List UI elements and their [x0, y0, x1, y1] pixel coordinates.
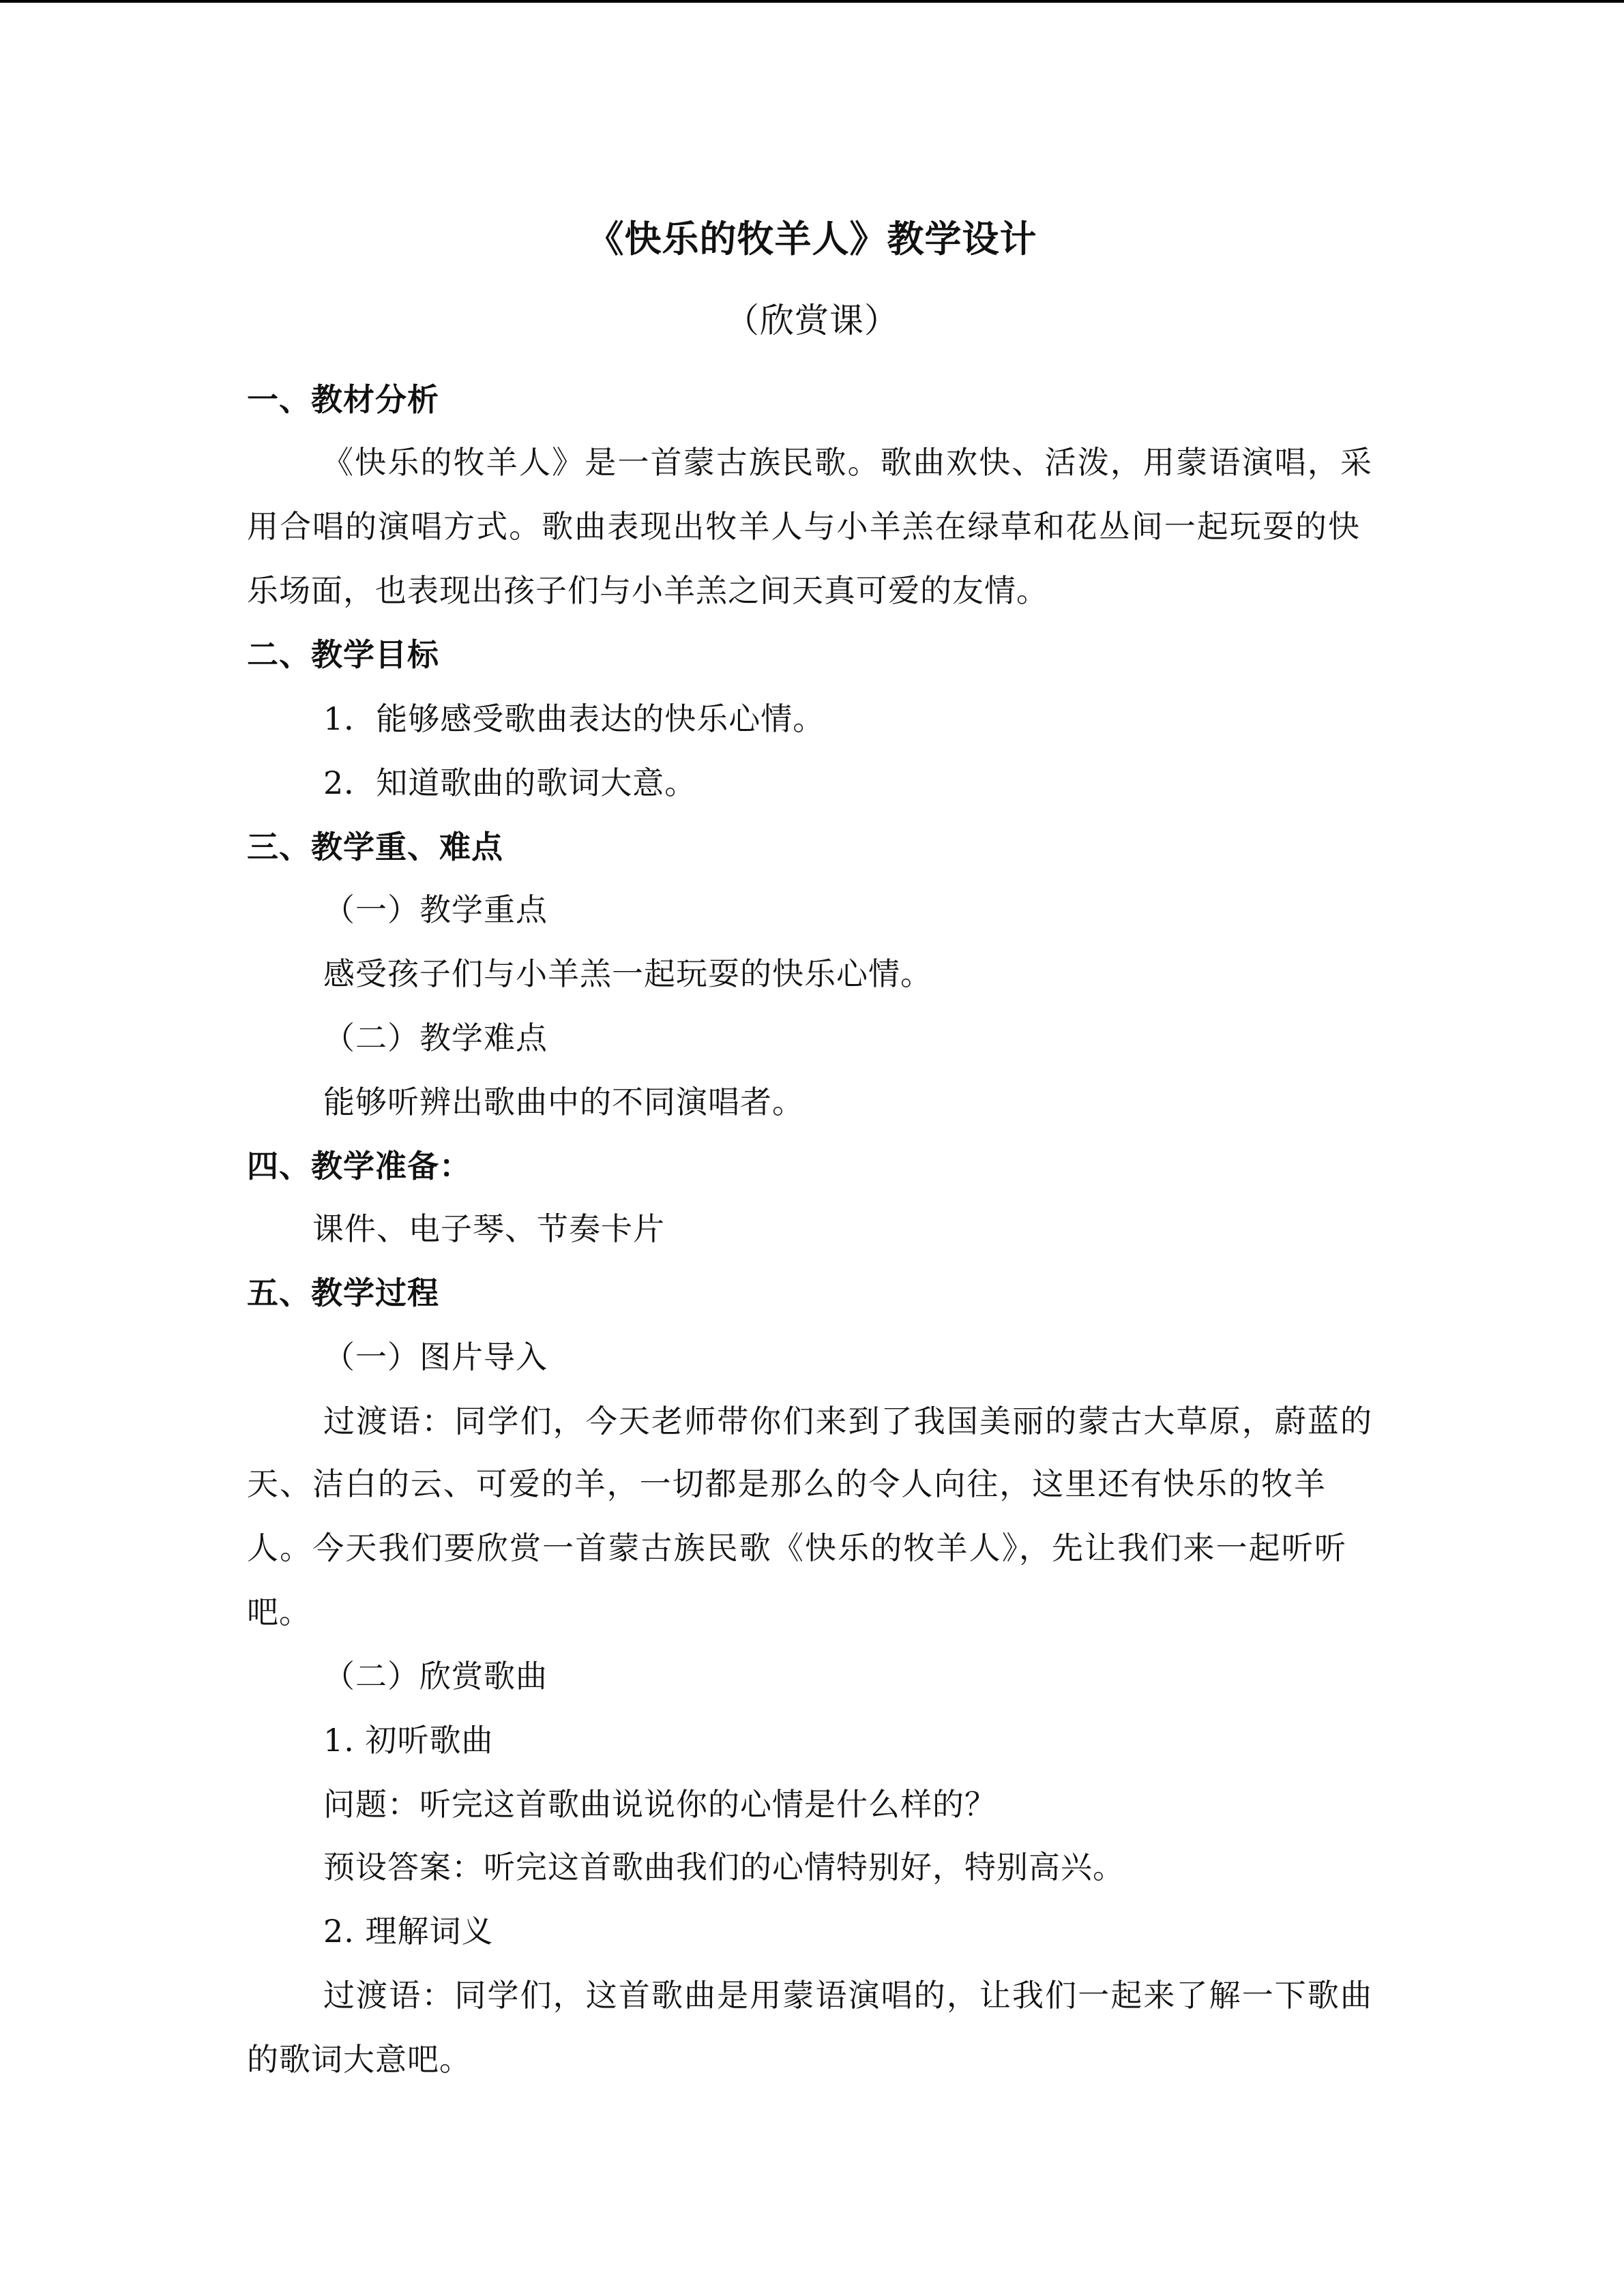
- paragraph-line: 问题：听完这首歌曲说说你的心情是什么样的？: [323, 1786, 996, 1823]
- document-title: 《快乐的牧羊人》教学设计: [587, 217, 1037, 260]
- document-subtitle: （欣赏课）: [725, 301, 899, 340]
- step-title: 2. 理解词义: [323, 1913, 494, 1950]
- paragraph-line: 过渡语：同学们，这首歌曲是用蒙语演唱的，让我们一起来了解一下歌曲: [323, 1977, 1372, 2014]
- step-title: 1. 初听歌曲: [323, 1722, 494, 1759]
- paragraph-line: 的歌词大意吧。: [247, 2041, 471, 2078]
- section-heading-5: 五、教学过程: [247, 1274, 439, 1311]
- paragraph-line: 过渡语：同学们，今天老师带你们来到了我国美丽的蒙古大草原，蔚蓝的: [323, 1403, 1372, 1440]
- section-heading-3: 三、教学重、难点: [247, 829, 503, 865]
- paragraph-line: 感受孩子们与小羊羔一起玩耍的快乐心情。: [323, 955, 932, 992]
- paragraph-line: 《快乐的牧羊人》是一首蒙古族民歌。歌曲欢快、活泼，用蒙语演唱，采: [322, 444, 1372, 481]
- paragraph-line: 天、洁白的云、可爱的羊，一切都是那么的令人向往，这里还有快乐的牧羊: [247, 1465, 1326, 1502]
- paragraph-line: 乐场面，也表现出孩子们与小羊羔之间天真可爱的友情。: [247, 572, 1048, 609]
- subsection-title: （二）欣赏歌曲: [323, 1658, 548, 1695]
- section-heading-4: 四、教学准备：: [247, 1148, 471, 1184]
- list-item: 1．能够感受歌曲表达的快乐心情。: [323, 700, 825, 737]
- subsection-title: （二）教学难点: [323, 1019, 548, 1056]
- paragraph-line: 课件、电子琴、节奏卡片: [312, 1210, 665, 1247]
- list-item: 2．知道歌曲的歌词大意。: [323, 764, 697, 801]
- paragraph-line: 能够听辨出歌曲中的不同演唱者。: [323, 1084, 804, 1120]
- subsection-title: （一）教学重点: [323, 891, 548, 928]
- paragraph-line: 人。今天我们要欣赏一首蒙古族民歌《快乐的牧羊人》，先让我们来一起听听: [247, 1530, 1346, 1566]
- section-heading-1: 一、教材分析: [247, 381, 439, 418]
- section-heading-2: 二、教学目标: [247, 636, 439, 673]
- subsection-title: （一）图片导入: [323, 1339, 548, 1375]
- paragraph-line: 吧。: [247, 1594, 311, 1630]
- paragraph-line: 预设答案：听完这首歌曲我们的心情特别好，特别高兴。: [323, 1849, 1125, 1885]
- paragraph-line: 用合唱的演唱方式。歌曲表现出牧羊人与小羊羔在绿草和花丛间一起玩耍的快: [247, 508, 1360, 545]
